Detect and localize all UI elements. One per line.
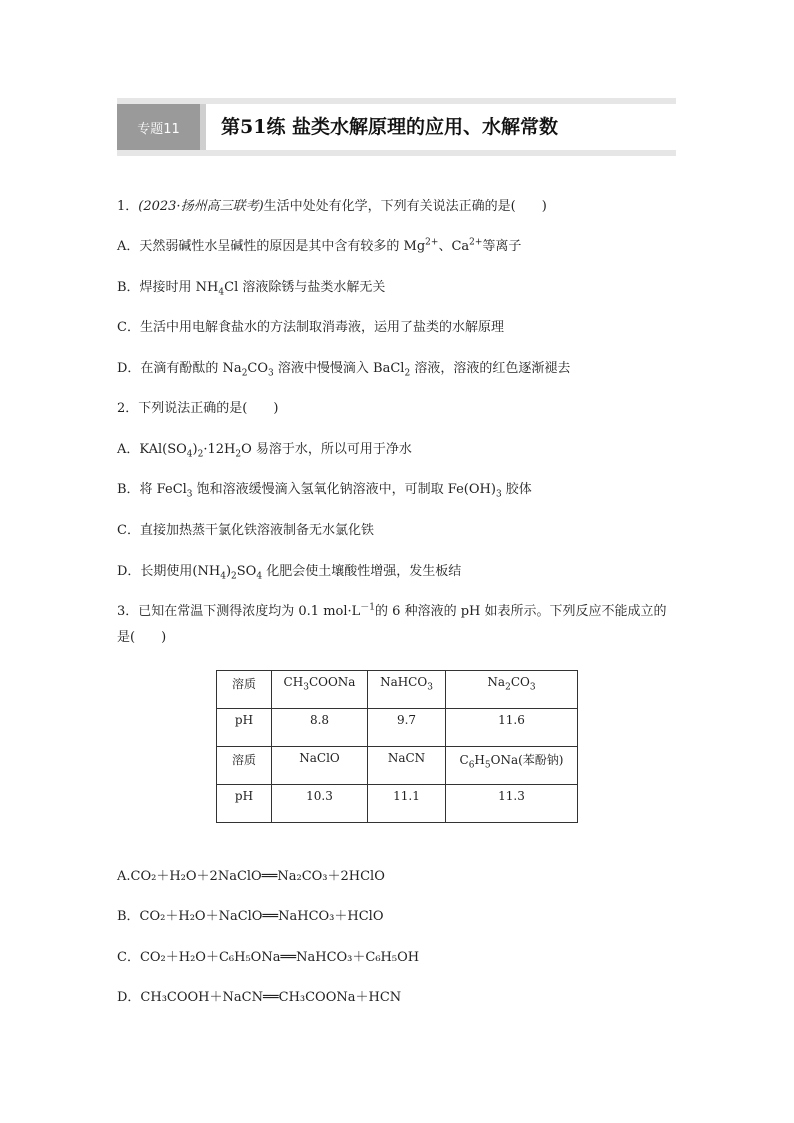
q1-a-text2: 等离子 (482, 239, 522, 254)
q3-stem-text1: 3．已知在常温下测得浓度均为 0.1 mol·L (117, 604, 361, 619)
table-cell: $Na_2CO_3$ (446, 671, 578, 709)
ph-table (216, 670, 578, 823)
q2-d-text1: D．长期使用(NH (117, 564, 221, 579)
q3-option-c: C．CO₂＋H₂O＋C₆H₅ONa══NaHCO₃＋C₆H₅OH (117, 950, 420, 965)
q1-option-a: A．天然弱碱性水呈碱性的原因是其中含有较多的 $Mg^{2+}$、$Ca^{2+}$等离子 (117, 237, 522, 254)
q1-d-text2: CO (247, 361, 269, 376)
table-row (217, 785, 578, 823)
q2-b-text1: B．将 FeCl (117, 482, 187, 497)
q1-option-b: B．焊接时用 $NH_4Cl$ 溶液除锈与盐类水解无关 (117, 280, 386, 298)
table-cell: 10.3 (272, 785, 368, 823)
table-cell: $C_6H_5ONa$(苯酚钠) (446, 747, 578, 785)
q3-option-d: D．CH₃COOH＋NaCN══CH₃COONa＋HCN (117, 990, 402, 1005)
q1-source: (2023·扬州高三联考) (138, 199, 264, 214)
table-cell: 9.7 (368, 709, 446, 747)
q1-a-sep: 、Ca (438, 239, 470, 254)
table-cell: NaClO (272, 747, 368, 785)
q2-stem: 2．下列说法正确的是( ) (117, 401, 279, 416)
q2-option-a: A．$KAl(SO_4)_2\cdot 12H_2O$ 易溶于水，所以可用于净水 (117, 442, 412, 460)
q1-b-text2: Cl 溶液除锈与盐类水解无关 (224, 280, 386, 295)
table-cell: pH (217, 785, 272, 823)
q1-number: 1． (117, 199, 139, 214)
q1-stem (117, 197, 547, 217)
q2-d-text3: SO (236, 564, 257, 579)
q1-option-c: C．生活中用电解食盐水的方法制取消毒液，运用了盐类的水解原理 (117, 320, 504, 335)
q1-option-d: D．在滴有酚酞的 $Na_2CO_3$ 溶液中慢慢滴入 BaCl$_2$ 溶液，溶液的红色逐渐褪去 (117, 361, 571, 379)
table-cell: 11.6 (446, 709, 578, 747)
q1-d-text3: 溶液中慢慢滴入 BaCl (273, 361, 405, 376)
table-cell: 11.3 (446, 785, 578, 823)
table-cell: NaHCO$_3$ (368, 671, 446, 709)
q3-stem-text2: 的 6 种溶液的 pH 如表所示。下列反应不能成立的是( ) (117, 604, 667, 645)
table-row (217, 709, 578, 747)
table-cell: $CH_3COONa$ (272, 671, 368, 709)
topic-tag: 专题11 (117, 104, 200, 150)
q2-option-b: B．将 FeCl$_3$ 饱和溶液缓慢滴入氢氧化钠溶液中，可制取 $Fe(OH)_3$ 胶体 (117, 482, 532, 500)
q1-d-text4: 溶液，溶液的红色逐渐褪去 (410, 361, 571, 376)
q2-a-text3: ·12H (203, 442, 236, 457)
banner-bottom-bar (117, 150, 676, 156)
section-banner (117, 98, 676, 156)
q2-b-text3: 胶体 (501, 482, 532, 497)
q2-d-text4: 化肥会使土壤酸性增强，发生板结 (262, 564, 462, 579)
q3-option-a: A.CO₂＋H₂O＋2NaClO══Na₂CO₃＋2HClO (117, 869, 385, 884)
q3-option-b: B．CO₂＋H₂O＋NaClO══NaHCO₃＋HClO (117, 909, 384, 924)
table-cell: pH (217, 709, 272, 747)
table-cell: 8.8 (272, 709, 368, 747)
q2-a-text1: A．KAl(SO (117, 442, 187, 457)
table-cell: 11.1 (368, 785, 446, 823)
q2-a-text4: O 易溶于水，所以可用于净水 (241, 442, 412, 457)
q1-stem-text: 生活中处处有化学，下列有关说法正确的是( ) (263, 199, 547, 214)
q1-b-text1: B．焊接时用 NH (117, 280, 219, 295)
table-row (217, 671, 578, 709)
q2-option-d: D．长期使用$(NH_4)_2SO_4$ 化肥会使土壤酸性增强，发生板结 (117, 564, 462, 582)
q2-a-text2: ) (192, 442, 198, 457)
q2-d-text2: ) (225, 564, 232, 579)
table-row (217, 747, 578, 785)
table-cell: 溶质 (217, 747, 272, 785)
q3-stem-exponent: －1 (360, 602, 376, 613)
q2-b-text2: 饱和溶液缓慢滴入氢氧化钠溶液中，可制取 Fe(OH) (192, 482, 496, 497)
table-cell: NaCN (368, 747, 446, 785)
tag-notch (200, 104, 206, 150)
page-title: 第51练 盐类水解原理的应用、水解常数 (221, 116, 559, 138)
table-cell: 溶质 (217, 671, 272, 709)
q3-stem (117, 599, 679, 651)
q1-a-text1: A．天然弱碱性水呈碱性的原因是其中含有较多的 Mg (117, 239, 426, 254)
q2-option-c: C．直接加热蒸干氯化铁溶液制备无水氯化铁 (117, 523, 374, 538)
q1-d-text1: D．在滴有酚酞的 Na (117, 361, 242, 376)
